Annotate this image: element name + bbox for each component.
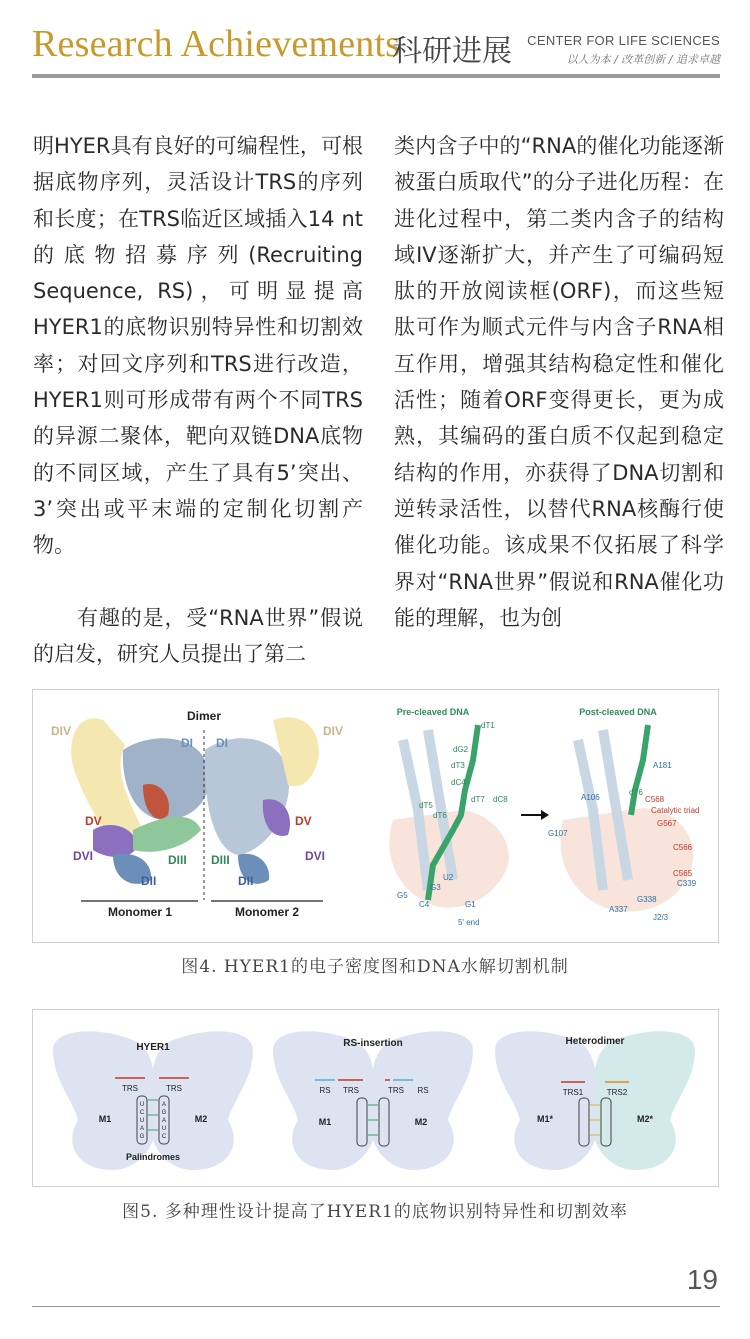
- panel2-rs-right: RS: [417, 1086, 429, 1095]
- pre-label-dt5: dT5: [419, 801, 433, 810]
- post-label-c566: C566: [673, 843, 693, 852]
- left-column: [33, 128, 363, 672]
- pre-cleaved-title: Pre-cleaved DNA: [396, 707, 470, 717]
- panel3-trs1: TRS1: [562, 1088, 584, 1097]
- pre-label-u2: U2: [443, 873, 454, 882]
- label-div-right: DIV: [323, 724, 344, 738]
- panel3-title: Heterodimer: [565, 1036, 625, 1047]
- panel3-m2: M2*: [636, 1114, 654, 1124]
- post-cleaved-title: Post-cleaved DNA: [579, 707, 657, 717]
- post-label-g338: G338: [637, 895, 657, 904]
- post-label-c568: C568: [645, 795, 665, 804]
- panel1-base: U: [139, 1102, 145, 1108]
- monomer1-label: Monomer 1: [107, 905, 173, 919]
- right-column: [394, 128, 724, 636]
- heterodimer-m1-body: [495, 1031, 595, 1170]
- figure-4-caption: 图4. HYER1的电子密度图和DNA水解切割机制: [181, 957, 569, 977]
- left-paragraph-2: 有趣的是，受“RNA世界”假说的启发，研究人员提出了第二: [33, 605, 363, 666]
- label-dv-right: DV: [295, 814, 312, 828]
- label-di-right: DI: [216, 736, 228, 750]
- pre-label-5end: 5' end: [458, 918, 480, 927]
- panel2-rs-left: RS: [319, 1086, 331, 1095]
- panel2-trs-right: TRS: [388, 1086, 404, 1095]
- post-label-g567: G567: [657, 819, 677, 828]
- section-title-cn: 科研进展: [392, 34, 512, 69]
- pre-label-dt3: dT3: [451, 761, 465, 770]
- heterodimer-m2-body: [595, 1031, 695, 1170]
- pre-label-g5: G5: [397, 891, 408, 900]
- pre-label-c4: C4: [419, 900, 430, 909]
- right-paragraph-1: 类内含子中的“RNA的催化功能逐渐被蛋白质取代”的分子进化历程：在进化过程中，第二类内含子的结构域IV逐渐扩大，并产生了可编码短肽的开放阅读框(ORF)，而这些短肽可作为顺式元件与内含子RNA相互作用，增强其结构稳定性和催化活性；随着ORF变得更长，更为成熟，其编码的蛋白质不仅起到稳定结构的作用，亦获得了DNA切割和逆转录活性，以替代RNA核酶行使催化功能。该成果不仅拓展了科学界对“RNA世界”假说和RNA催化功能的理解，也为创: [394, 134, 724, 630]
- page-number: 19: [686, 1264, 718, 1295]
- label-dvi-left: DVI: [73, 849, 94, 863]
- label-diii-right: DIII: [211, 853, 230, 867]
- panel1-base: U: [161, 1126, 167, 1132]
- panel1-base: C: [161, 1134, 167, 1140]
- pre-label-g1: G1: [465, 900, 476, 909]
- label-dii-right: DII: [238, 874, 254, 888]
- pre-label-dt1: dT1: [481, 721, 495, 730]
- panel1-trs-left: TRS: [122, 1084, 138, 1093]
- monomer2-label: Monomer 2: [234, 905, 300, 919]
- label-dvi-right: DVI: [305, 849, 326, 863]
- panel3-m1: M1*: [536, 1114, 554, 1124]
- panel1-base: A: [161, 1102, 167, 1108]
- center-name: CENTER FOR LIFE SCIENCES: [527, 33, 720, 48]
- panel2-m2: M2: [414, 1117, 428, 1127]
- post-label-a106: A106: [581, 793, 600, 802]
- post-label-a181: A181: [653, 761, 672, 770]
- footer-divider: [32, 1306, 720, 1307]
- post-label-a337: A337: [609, 905, 628, 914]
- label-dii-left: DII: [141, 874, 157, 888]
- header-divider: [32, 74, 720, 78]
- panel1-trs-right: TRS: [166, 1084, 182, 1093]
- figure-4: [32, 689, 719, 943]
- post-label-j23: J2/3: [653, 913, 669, 922]
- figure-5-caption: 图5. 多种理性设计提高了HYER1的底物识别特异性和切割效率: [122, 1202, 628, 1222]
- panel1-m2: M2: [194, 1114, 208, 1124]
- label-dv-left: DV: [85, 814, 102, 828]
- panel2-m1: M1: [318, 1117, 332, 1127]
- page-header: [0, 0, 750, 85]
- panel1-base: A: [139, 1126, 145, 1132]
- pre-label-dc4: dC4: [451, 778, 466, 787]
- panel1-base: G: [161, 1110, 167, 1116]
- post-label-c339: C339: [677, 879, 697, 888]
- panel1-base: G: [139, 1134, 145, 1140]
- panel3-trs2: TRS2: [606, 1088, 628, 1097]
- panel1-palindromes: Palindromes: [125, 1152, 181, 1162]
- pre-label-dt6: dT6: [433, 811, 447, 820]
- pre-label-dt7: dT7: [471, 795, 485, 804]
- panel1-base: C: [139, 1110, 145, 1116]
- rs-insertion-body: [273, 1031, 473, 1170]
- label-diii-left: DIII: [168, 853, 187, 867]
- panel1-base: A: [161, 1118, 167, 1124]
- post-label-c565: C565: [673, 869, 693, 878]
- post-label-g107: G107: [548, 829, 568, 838]
- section-title-en: Research Achievements: [32, 23, 401, 65]
- diii-domain-left: [133, 817, 201, 852]
- figure-5-illustration: [33, 1010, 718, 1186]
- label-di-left: DI: [181, 736, 193, 750]
- pre-label-dc8: dC8: [493, 795, 508, 804]
- pre-label-dg2: dG2: [453, 745, 469, 754]
- panel2-title: RS-insertion: [343, 1038, 403, 1049]
- pre-label-g3: G3: [430, 883, 441, 892]
- left-paragraph-1: 明HYER具有良好的可编程性，可根据底物序列，灵活设计TRS的序列和长度；在TRS临近区域插入14 nt的底物招募序列(Recruiting Sequence, RS)，可明显提高HYER1的底物识别特异性和切割效率；对回文序列和TRS进行改造，HYER1则可形成带有两个不同TRS的异源二聚体，靶向双链DNA底物的不同区域，产生了具有5’突出、3’突出或平末端的定制化切割产物。: [33, 134, 363, 558]
- arrow-head-icon: [541, 810, 549, 820]
- di-domain-right: [205, 738, 289, 855]
- figure-5: [32, 1009, 719, 1187]
- label-div-left: DIV: [51, 724, 72, 738]
- panel2-trs-left: TRS: [343, 1086, 359, 1095]
- figure-4-illustration: [33, 690, 718, 942]
- panel1-base: U: [139, 1118, 145, 1124]
- dimer-label: Dimer: [186, 709, 222, 723]
- post-label-dt6: dT6: [629, 788, 643, 797]
- panel1-m1: M1: [98, 1114, 112, 1124]
- panel1-title: HYER1: [136, 1042, 170, 1053]
- center-motto: 以人为本 ∕ 改革创新 ∕ 追求卓越: [566, 53, 720, 66]
- post-label-catalytic-triad: Catalytic triad: [651, 806, 700, 815]
